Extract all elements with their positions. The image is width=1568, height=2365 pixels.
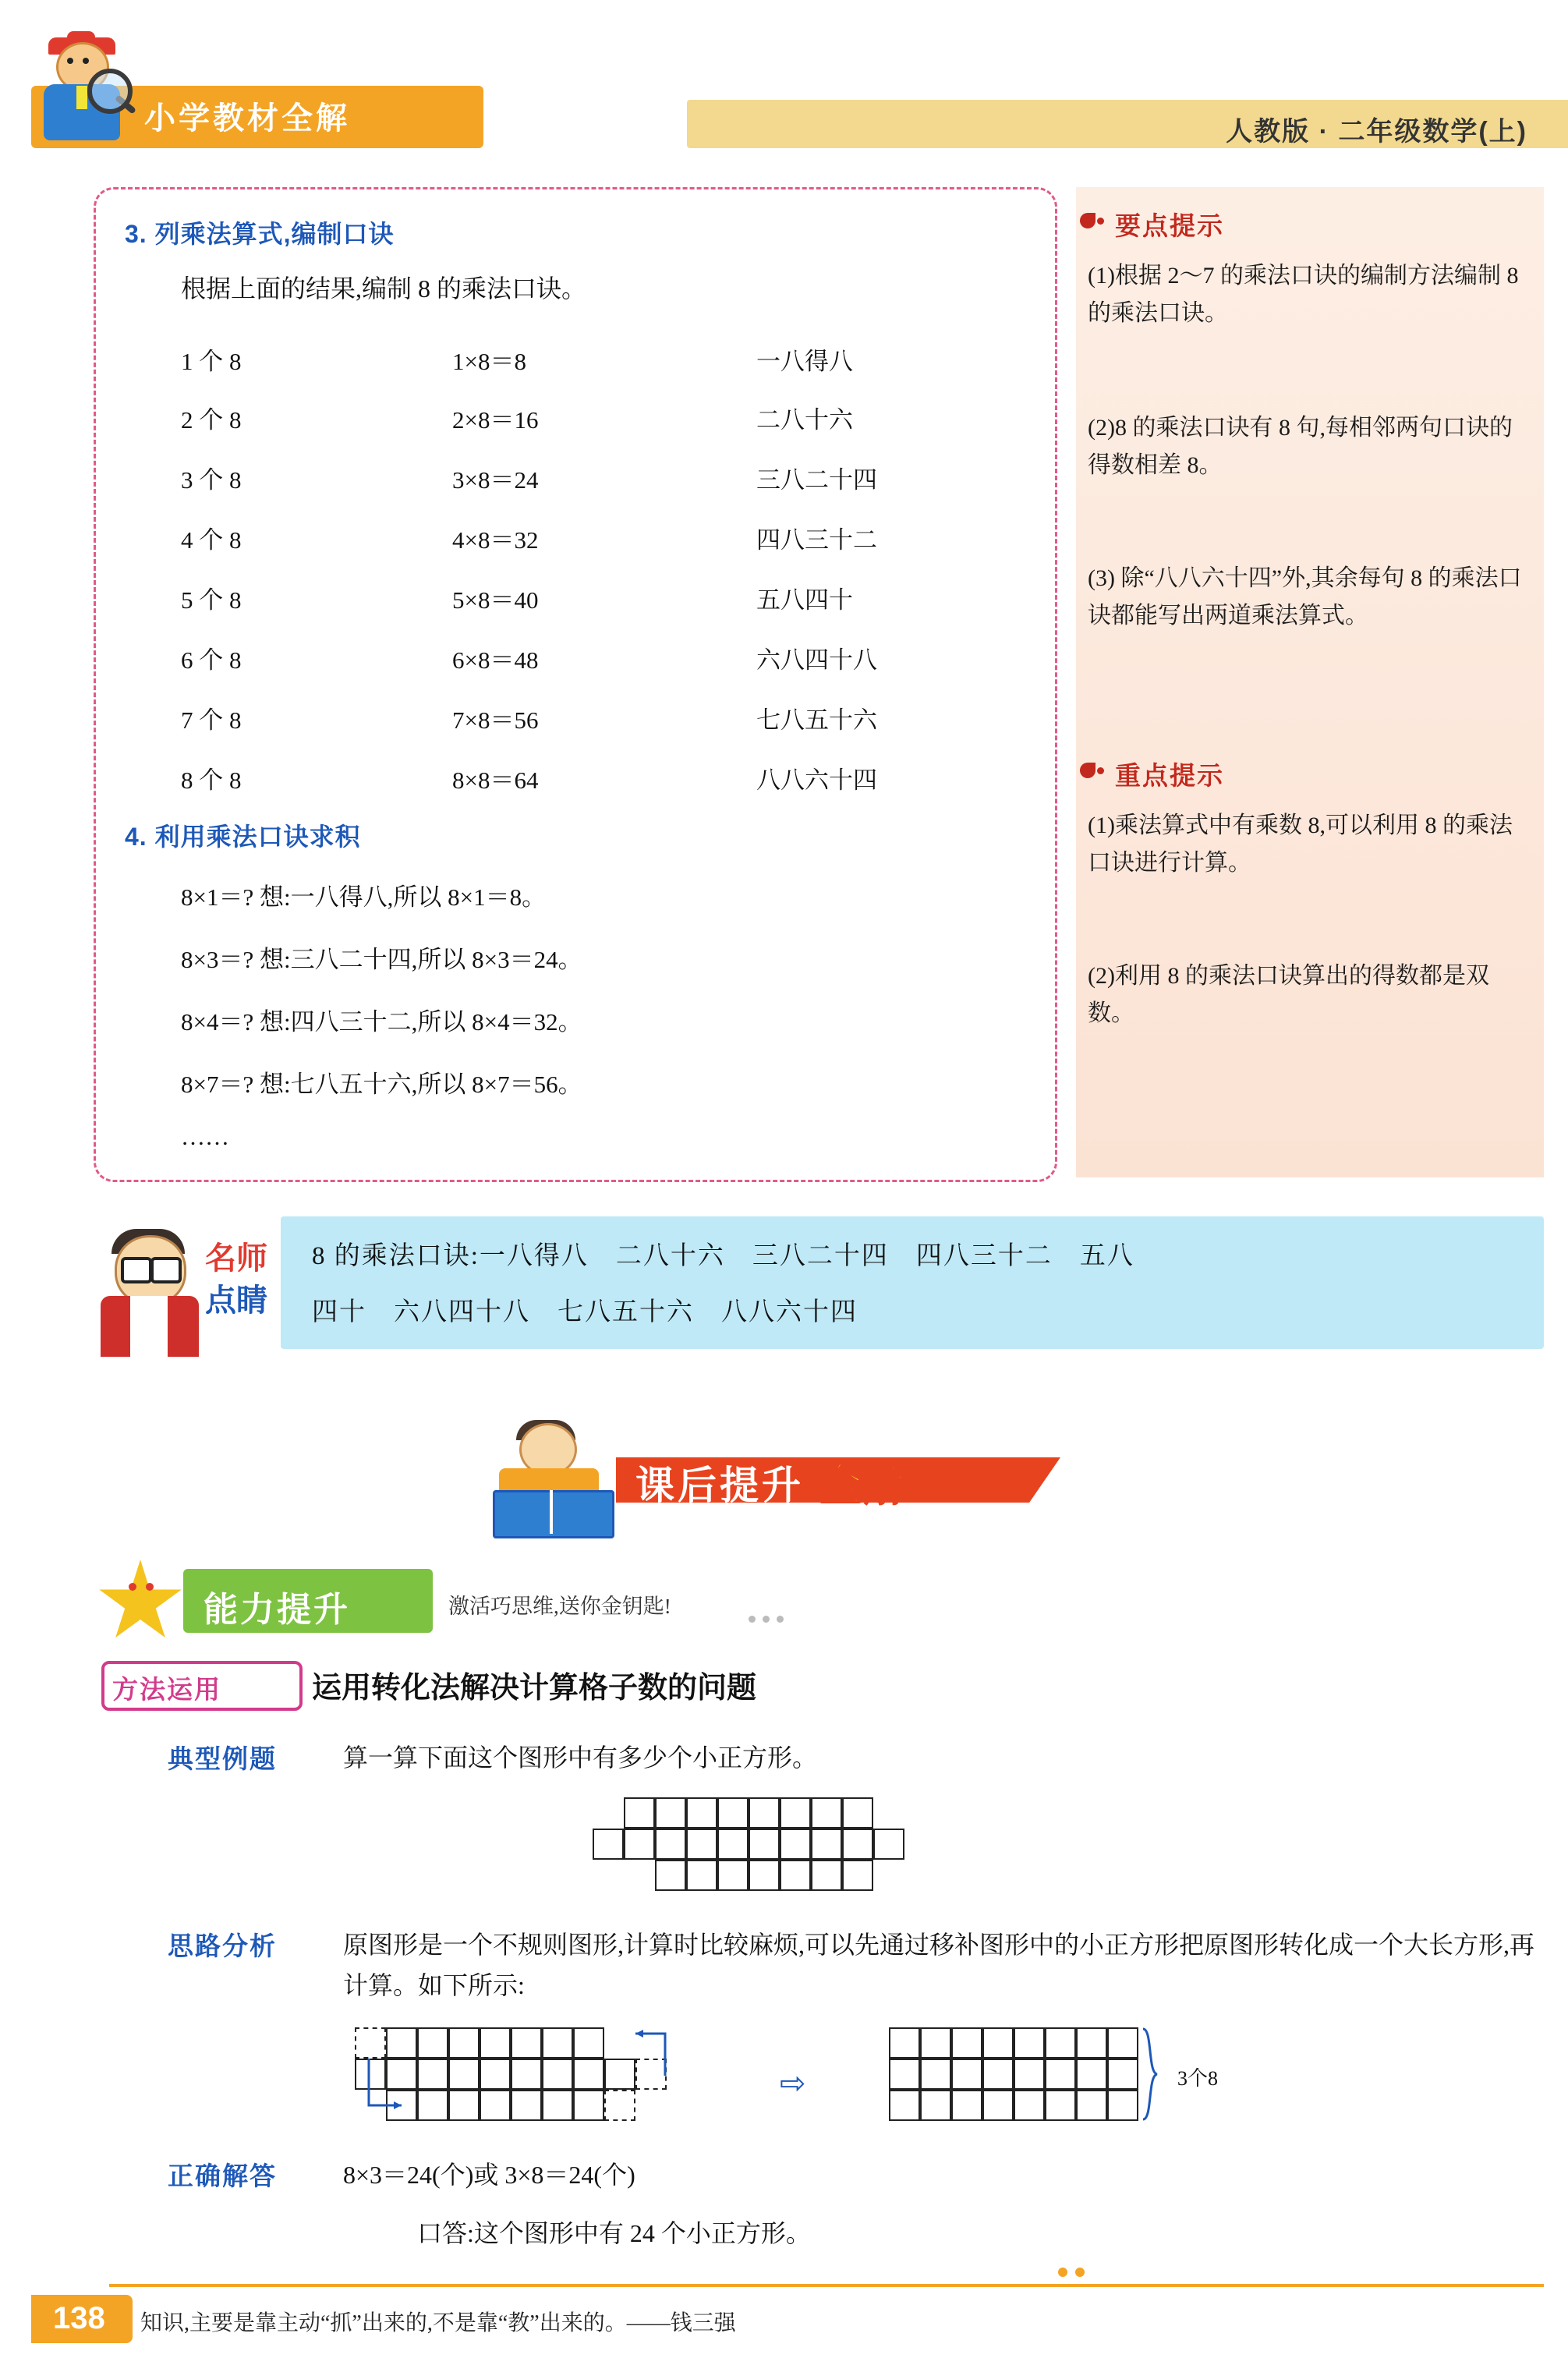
figure-irregular-shape <box>624 1797 1107 1895</box>
teacher-tip-line1: 8 的乘法口诀:一八得八 二八十六 三八二十四 四八三十二 五八 <box>312 1242 1134 1270</box>
example-text: 算一算下面这个图形中有多少个小正方形。 <box>343 1744 818 1772</box>
page-header <box>0 0 1568 179</box>
bullet-icon-1 <box>1080 211 1100 231</box>
row-count-5: 5 个 8 <box>181 586 242 614</box>
row-rhyme-7: 七八五十六 <box>756 706 877 734</box>
section3-title: 3. 列乘法算式,编制口诀 <box>125 220 395 248</box>
focus-title: 重点提示 <box>1115 761 1224 790</box>
bullet-icon-2 <box>1080 760 1100 781</box>
row-rhyme-5: 五八四十 <box>756 586 853 614</box>
banner-title-accent: 全解 <box>819 1460 909 1510</box>
row-expr-2: 2×8＝16 <box>452 406 539 434</box>
figure-transform-source <box>355 2027 760 2129</box>
answer-line1: 8×3＝24(个)或 3×8＝24(个) <box>343 2161 635 2189</box>
row-expr-7: 7×8＝56 <box>452 706 539 734</box>
teacher-badge-line1: 名师 <box>205 1241 267 1276</box>
answer-label: 正确解答 <box>168 2161 277 2190</box>
section4-title: 4. 利用乘法口诀求积 <box>125 823 361 851</box>
key-point-3: (3) 除“八八六十四”外,其余每句 8 的乘法口诀都能写出两道乘法算式。 <box>1088 565 1522 628</box>
row-rhyme-3: 三八二十四 <box>756 466 877 494</box>
key-points-title: 要点提示 <box>1115 211 1224 240</box>
section-banner <box>468 1415 1115 1532</box>
teacher-tip-band <box>281 1216 1544 1349</box>
reading-boy-icon <box>476 1423 624 1532</box>
section4-line-3: 8×4＝? 想:四八三十二,所以 8×4＝32。 <box>181 1008 582 1036</box>
method-badge <box>101 1661 303 1711</box>
ability-title-chip <box>183 1569 433 1633</box>
figure-transform-result <box>889 2027 1201 2129</box>
teacher-badge-line2: 点睛 <box>205 1283 267 1318</box>
row-rhyme-1: 一八得八 <box>756 348 853 375</box>
move-arrows-icon <box>355 2027 760 2129</box>
method-badge-label: 方法运用 <box>112 1675 221 1704</box>
row-expr-1: 1×8＝8 <box>452 348 526 375</box>
example-label: 典型例题 <box>168 1744 277 1773</box>
star-icon <box>97 1560 191 1649</box>
decorative-dots <box>749 1613 791 1627</box>
key-point-1: (1)根据 2～7 的乘法口诀的编制方法编制 8 的乘法口诀。 <box>1088 263 1519 326</box>
answer-line2: 口答:这个图形中有 24 个小正方形。 <box>417 2219 811 2247</box>
row-count-8: 8 个 8 <box>181 767 242 794</box>
focus-point-2: (2)利用 8 的乘法口诀算出的得数都是双数。 <box>1088 963 1489 1026</box>
transform-label: 3个8 <box>1177 2067 1219 2090</box>
teacher-tip-line2: 四十 六八四十八 七八五十六 八八六十四 <box>312 1298 858 1326</box>
footer-dots <box>1050 2267 1085 2281</box>
page-number-badge <box>31 2295 133 2343</box>
page-number: 138 <box>53 2301 105 2335</box>
ability-title: 能力提升 <box>204 1591 350 1629</box>
focus-point-1: (1)乘法算式中有乘数 8,可以利用 8 的乘法口诀进行计算。 <box>1088 813 1513 876</box>
row-count-7: 7 个 8 <box>181 706 242 734</box>
ability-subtitle: 激活巧思维,送你金钥匙! <box>448 1595 671 1618</box>
section4-line-5: …… <box>181 1123 229 1150</box>
analysis-text: 原图形是一个不规则图形,计算时比较麻烦,可以先通过移补图形中的小正方形把原图形转化成一个大长方形,再计算。如下所示: <box>343 1931 1535 1999</box>
row-count-2: 2 个 8 <box>181 406 242 434</box>
row-count-3: 3 个 8 <box>181 466 242 494</box>
magnifier-boy-icon <box>31 37 148 147</box>
row-expr-8: 8×8＝64 <box>452 767 539 794</box>
header-edition-band <box>687 100 1568 148</box>
row-expr-3: 3×8＝24 <box>452 466 539 494</box>
row-rhyme-2: 二八十六 <box>756 406 853 434</box>
section4-line-1: 8×1＝? 想:一八得八,所以 8×1＝8。 <box>181 883 547 911</box>
logo-text: 小学教材全解 <box>144 101 350 136</box>
method-title: 运用转化法解决计算格子数的问题 <box>312 1672 757 1705</box>
row-count-1: 1 个 8 <box>181 348 242 375</box>
row-count-4: 4 个 8 <box>181 526 242 554</box>
section4-line-4: 8×7＝? 想:七八五十六,所以 8×7＝56。 <box>181 1071 582 1098</box>
row-rhyme-8: 八八六十四 <box>756 767 877 794</box>
row-expr-6: 6×8＝48 <box>452 646 539 674</box>
transform-arrow-icon: ⇨ <box>780 2066 806 2101</box>
header-edition-text: 人教版 · 二年级数学(上) <box>1226 117 1527 147</box>
footer-quote: 知识,主要是靠主动“抓”出来的,不是靠“教”出来的。——钱三强 <box>140 2311 736 2335</box>
row-expr-5: 5×8＝40 <box>452 586 539 614</box>
teacher-avatar-icon <box>90 1201 300 1357</box>
section4-line-2: 8×3＝? 想:三八二十四,所以 8×3＝24。 <box>181 946 582 973</box>
row-count-6: 6 个 8 <box>181 646 242 674</box>
analysis-label: 思路分析 <box>168 1931 277 1960</box>
banner-title: 课后提升 <box>635 1464 804 1507</box>
footer-rule <box>109 2284 1544 2287</box>
row-expr-4: 4×8＝32 <box>452 526 539 554</box>
key-point-2: (2)8 的乘法口诀有 8 句,每相邻两句口诀的得数相差 8。 <box>1088 415 1513 478</box>
row-rhyme-6: 六八四十八 <box>756 646 877 674</box>
row-rhyme-4: 四八三十二 <box>756 526 877 554</box>
section3-lead: 根据上面的结果,编制 8 的乘法口诀。 <box>181 274 587 303</box>
